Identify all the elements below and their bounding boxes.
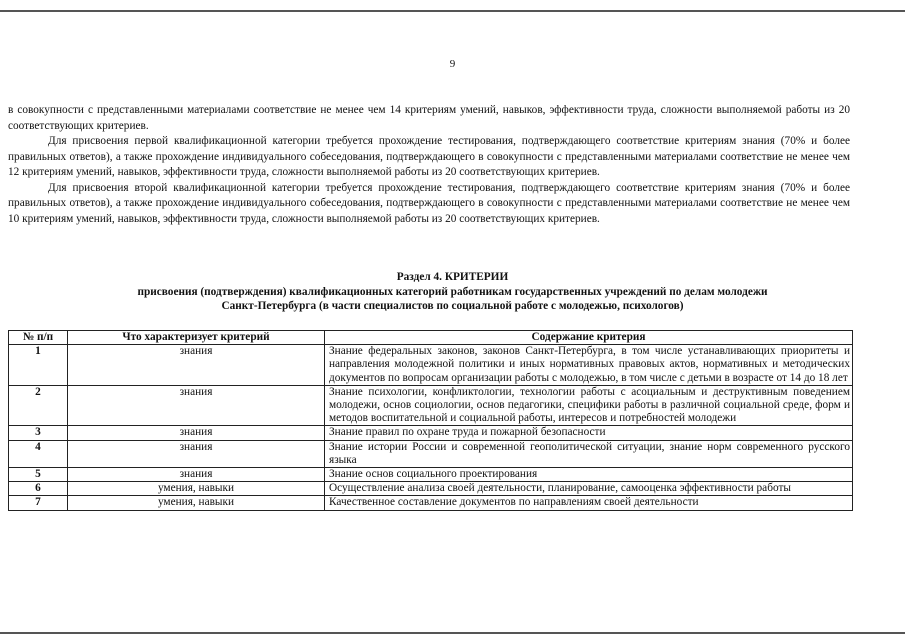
body-text bbox=[8, 103, 850, 227]
criterion-type: знания bbox=[68, 440, 325, 467]
criterion-type: знания bbox=[68, 345, 325, 386]
criterion-type: знания bbox=[68, 468, 325, 482]
row-number: 6 bbox=[9, 482, 68, 496]
row-number: 2 bbox=[9, 385, 68, 426]
paragraph: Для присвоения первой квалификационной категории требуется прохождение тестирования, подтверждающего соответствие критериям знания (70% и более правильных ответов), а также прохождение индивидуального собеседования, подтверждающего в совокупности с представленными материалами соответствие не менее чем 12 критериям умений, навыков, эффективности труда, сложности выполняемой работы из 20 соответствующих критериев. bbox=[8, 135, 850, 178]
row-number: 1 bbox=[9, 345, 68, 386]
row-number: 3 bbox=[9, 426, 68, 440]
column-header-criterion-type: Что характеризует критерий bbox=[68, 331, 325, 345]
scan-edge-top bbox=[0, 10, 905, 12]
criterion-type: знания bbox=[68, 426, 325, 440]
criterion-type: умения, навыки bbox=[68, 482, 325, 496]
section-heading bbox=[0, 270, 905, 314]
criterion-content: Знание основ социального проектирования bbox=[325, 468, 853, 482]
table-row bbox=[9, 468, 853, 482]
paragraph: в совокупности с представленными материалами соответствие не менее чем 14 критериям умений, навыков, эффективности труда, сложности выполняемой работы из 20 соответствующих критериев. bbox=[8, 104, 850, 132]
criterion-content: Качественное составление документов по направлениям своей деятельности bbox=[325, 496, 853, 510]
criteria-table bbox=[8, 330, 853, 511]
table-row bbox=[9, 426, 853, 440]
table-row bbox=[9, 440, 853, 467]
criterion-content: Знание психологии, конфликтологии, технологии работы с асоциальным и деструктивным поведением молодежи, основ социологии, основ педагогики, специфики работы в различной социальной среде, форм и методов воспитательной и социальной работы, интересов и потребностей молодежи bbox=[325, 385, 853, 426]
criterion-type: знания bbox=[68, 385, 325, 426]
criterion-content: Осуществление анализа своей деятельности, планирование, самооценка эффективности работы bbox=[325, 482, 853, 496]
section-subtitle: присвоения (подтверждения) квалификационных категорий работникам государственных учреждений по делам молодежи bbox=[137, 285, 768, 298]
section-title: Раздел 4. КРИТЕРИИ bbox=[396, 271, 509, 283]
column-header-criterion-content: Содержание критерия bbox=[325, 331, 853, 345]
section-subtitle: Санкт-Петербурга (в части специалистов по социальной работе с молодежью, психологов) bbox=[221, 300, 684, 312]
criterion-content: Знание федеральных законов, законов Санкт-Петербурга, в том числе устанавливающих приоритеты и направления молодежной политики и иных нормативных правовых актов, нормативных и методических документов по вопросам организации работы с молодежью, в том числе с детьми в возрасте от 14 до 18 лет bbox=[325, 345, 853, 386]
table-row bbox=[9, 345, 853, 386]
paragraph: Для присвоения второй квалификационной категории требуется прохождение тестирования, подтверждающего соответствие критериям знания (70% и более правильных ответов), а также прохождение индивидуального собеседования, подтверждающего в совокупности с представленными материалами соответствие не менее чем 10 критериям умений, навыков, эффективности труда, сложности выполняемой работы из 20 соответствующих критериев. bbox=[8, 181, 850, 225]
table-row bbox=[9, 482, 853, 496]
criterion-content: Знание истории России и современной геополитической ситуации, знание норм современного русского языка bbox=[325, 440, 853, 467]
row-number: 7 bbox=[9, 496, 68, 510]
table-row bbox=[9, 496, 853, 510]
column-header-number: № п/п bbox=[9, 331, 68, 345]
table-row bbox=[9, 385, 853, 426]
page-number: 9 bbox=[449, 58, 456, 70]
table-header-row bbox=[9, 331, 853, 345]
scan-edge-bottom bbox=[0, 632, 905, 634]
row-number: 5 bbox=[9, 468, 68, 482]
row-number: 4 bbox=[9, 440, 68, 467]
criterion-content: Знание правил по охране труда и пожарной безопасности bbox=[325, 426, 853, 440]
criterion-type: умения, навыки bbox=[68, 496, 325, 510]
